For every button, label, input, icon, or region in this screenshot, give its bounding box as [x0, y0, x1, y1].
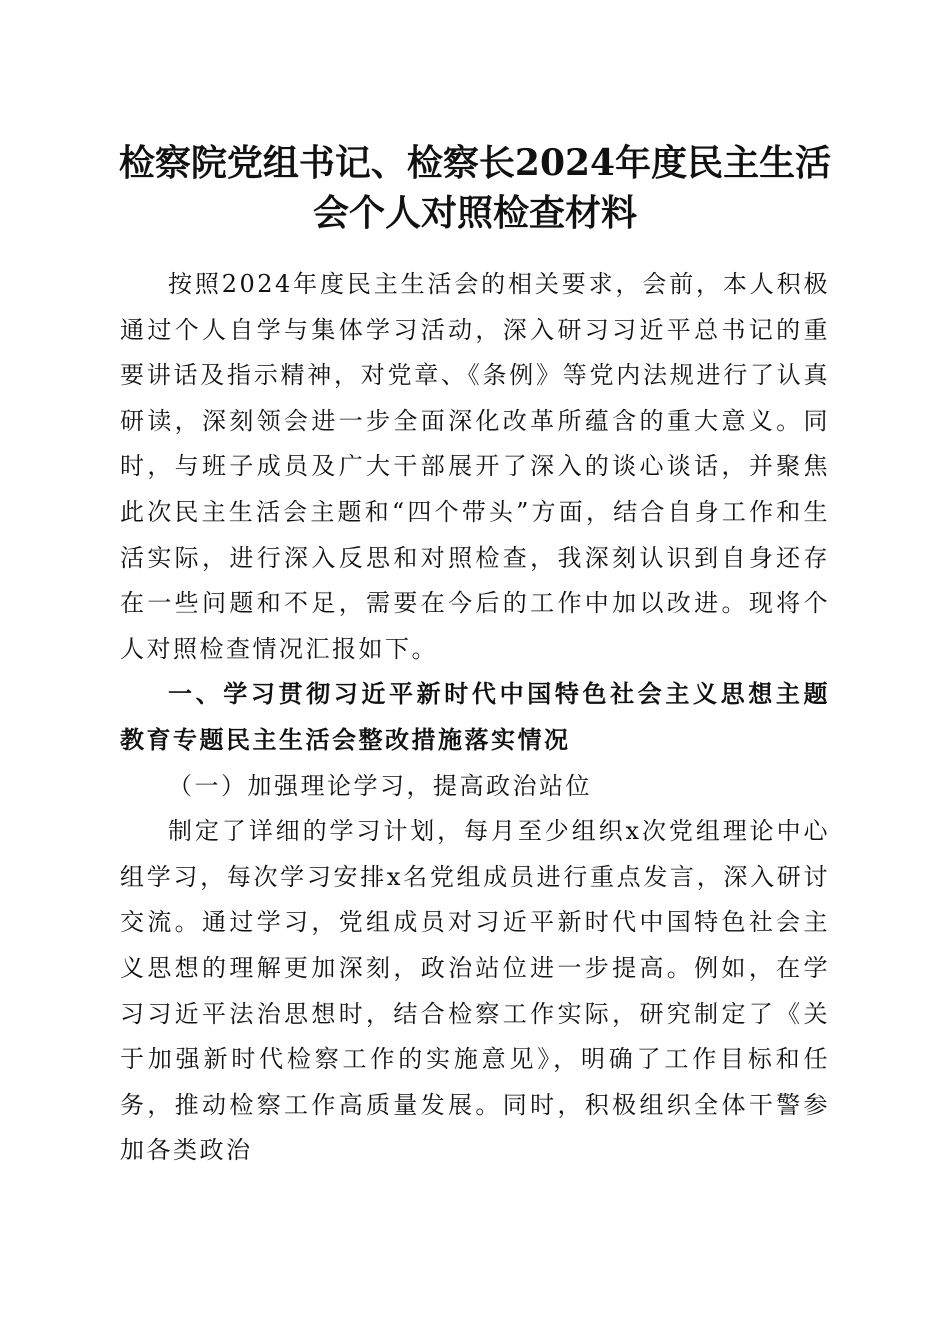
subsection-paragraph-1: 制定了详细的学习计划，每月至少组织x次党组理论中心组学习，每次学习安排x名党组成员进行重点发言，深入研讨交流。通过学习，党组成员对习近平新时代中国特色社会主义思想的理解更加深刻，政治站位进一步提高。例如，在学习习近平法治思想时，结合检察工作实际，研究制定了《关于加强新时代检察工作的实施意见》，明确了工作目标和任务，推动检察工作高质量发展。同时，积极组织全体干警参加各类政治 [120, 817, 830, 1165]
document-title [100, 138, 850, 238]
section-heading-1: 一、学习贯彻习近平新时代中国特色社会主义思想主题教育专题民主生活会整改措施落实情况 [120, 680, 830, 754]
subsection-heading-1: （一）加强理论学习，提高政治站位 [168, 771, 592, 800]
title-line-1: 检察院党组书记、检察长2024年度民主生活 [118, 142, 832, 184]
intro-paragraph: 按照2024年度民主生活会的相关要求，会前，本人积极通过个人自学与集体学习活动，深入研习习近平总书记的重要讲话及指示精神，对党章、《条例》等党内法规进行了认真研读，深刻领会进一步全面深化改革所蕴含的重大意义。同时，与班子成员及广大干部展开了深入的谈心谈话，并聚焦此次民主生活会主题和“四个带头”方面，结合自身工作和生活实际，进行深入反思和对照检查，我深刻认识到自身还存在一些问题和不足，需要在今后的工作中加以改进。现将个人对照检查情况汇报如下。 [120, 270, 830, 663]
document-body [120, 262, 830, 1174]
title-line-2: 会个人对照检查材料 [312, 192, 637, 234]
